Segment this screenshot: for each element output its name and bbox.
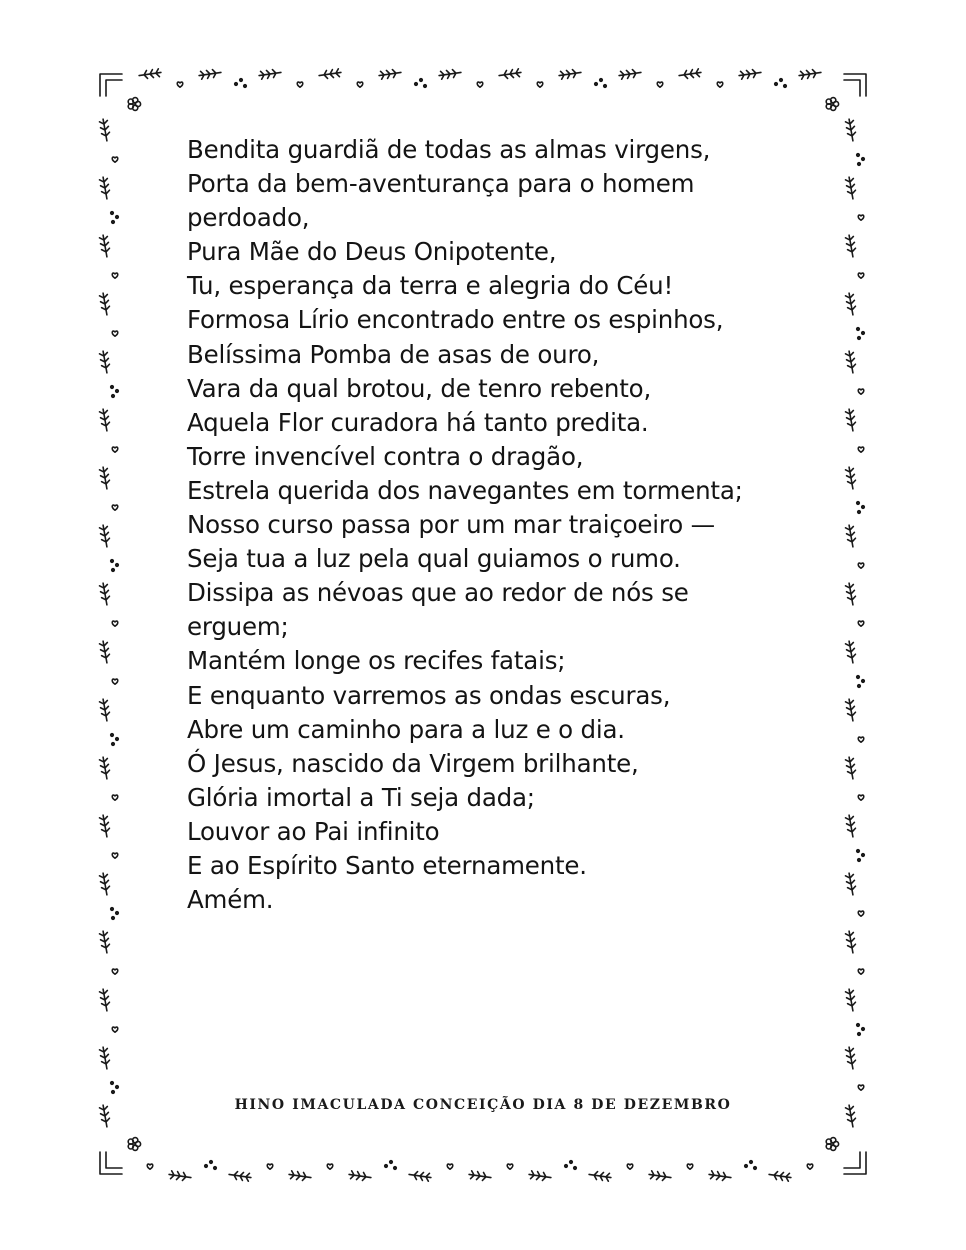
leaf-sprig-icon xyxy=(99,234,111,257)
dot-icon xyxy=(858,511,861,514)
dot-icon xyxy=(574,1167,577,1170)
dot-icon xyxy=(205,1165,208,1168)
hymn-line: Dissipa as névoas que ao redor de nós se erguem; xyxy=(187,578,689,642)
flower-icon xyxy=(826,98,838,111)
hymn-line: Mantém longe os recifes fatais; xyxy=(187,646,566,676)
dot-icon xyxy=(604,85,607,88)
heart-icon xyxy=(807,1164,813,1169)
heart-icon xyxy=(112,1027,118,1032)
flower-icon xyxy=(128,98,140,111)
leaf-sprig-icon xyxy=(845,582,857,605)
dot-icon xyxy=(111,560,114,563)
dot-icon xyxy=(111,908,114,911)
heart-icon xyxy=(447,1164,453,1169)
leaf-sprig-icon xyxy=(619,69,642,80)
hymn-line: Tu, esperança da terra e alegria do Céu! xyxy=(187,271,674,301)
dot-icon xyxy=(600,79,603,82)
leaf-sprig-icon xyxy=(349,1171,372,1182)
leaf-sprig-icon xyxy=(169,1171,192,1182)
leaf-sprig-icon xyxy=(845,872,857,895)
dot-icon xyxy=(112,1091,115,1094)
heart-icon xyxy=(858,969,864,974)
dot-icon xyxy=(862,854,865,857)
leaf-sprig-icon xyxy=(379,69,402,80)
dot-icon xyxy=(857,850,860,853)
dot-icon xyxy=(111,386,114,389)
leaf-sprig-icon xyxy=(845,1046,857,1069)
dot-icon xyxy=(858,337,861,340)
heart-icon xyxy=(537,82,543,87)
leaf-sprig-icon xyxy=(99,408,111,431)
leaf-sprig-icon xyxy=(709,1171,732,1182)
dot-icon xyxy=(420,79,423,82)
dot-icon xyxy=(858,163,861,166)
leaf-sprig-icon xyxy=(99,466,111,489)
hymn-text xyxy=(187,133,787,917)
heart-icon xyxy=(177,82,183,87)
leaf-sprig-icon xyxy=(845,292,857,315)
dot-icon xyxy=(111,734,114,737)
dot-icon xyxy=(240,79,243,82)
hymn-line: Formosa Lírio encontrado entre os espinhos, xyxy=(187,305,724,335)
dot-icon xyxy=(112,395,115,398)
leaf-sprig-icon xyxy=(845,988,857,1011)
leaf-sprig-icon xyxy=(769,1171,792,1182)
leaf-sprig-icon xyxy=(845,756,857,779)
dot-icon xyxy=(862,680,865,683)
leaf-sprig-icon xyxy=(99,756,111,779)
leaf-sprig-icon xyxy=(845,408,857,431)
heart-icon xyxy=(112,795,118,800)
leaf-sprig-icon xyxy=(845,466,857,489)
leaf-sprig-icon xyxy=(649,1171,672,1182)
dot-icon xyxy=(857,502,860,505)
heart-icon xyxy=(858,215,864,220)
dot-icon xyxy=(570,1161,573,1164)
leaf-sprig-icon xyxy=(259,69,282,80)
corner-bracket-icon xyxy=(844,1152,866,1174)
heart-icon xyxy=(627,1164,633,1169)
corner-bracket-icon xyxy=(100,1152,122,1174)
leaf-sprig-icon xyxy=(319,69,342,80)
heart-icon xyxy=(858,447,864,452)
dot-icon xyxy=(858,859,861,862)
hymn-line: Estrela querida dos navegantes em tormenta; xyxy=(187,475,743,505)
hymn-line: Aquela Flor curadora há tanto predita. xyxy=(187,407,649,437)
heart-icon xyxy=(858,621,864,626)
heart-icon xyxy=(112,853,118,858)
dot-icon xyxy=(415,83,418,86)
heart-icon xyxy=(858,273,864,278)
leaf-sprig-icon xyxy=(845,930,857,953)
dot-icon xyxy=(111,1082,114,1085)
hymn-line: Glória imortal a Ti seja dada; xyxy=(187,782,535,812)
dot-icon xyxy=(862,1028,865,1031)
leaf-sprig-icon xyxy=(499,69,522,80)
leaf-sprig-icon xyxy=(845,698,857,721)
dot-icon xyxy=(112,743,115,746)
heart-icon xyxy=(327,1164,333,1169)
dot-icon xyxy=(857,676,860,679)
dot-icon xyxy=(112,917,115,920)
leaf-sprig-icon xyxy=(289,1171,312,1182)
dot-icon xyxy=(784,85,787,88)
hymn-line: Louvor ao Pai infinito xyxy=(187,816,440,846)
hymn-line: Porta da bem-aventurança para o homem perdoado, xyxy=(187,169,695,233)
hymn-line: Torre invencível contra o dragão, xyxy=(187,441,584,471)
dot-icon xyxy=(775,83,778,86)
leaf-sprig-icon xyxy=(99,930,111,953)
heart-icon xyxy=(858,737,864,742)
leaf-sprig-icon xyxy=(99,118,111,141)
leaf-sprig-icon xyxy=(99,640,111,663)
heart-icon xyxy=(858,563,864,568)
dot-icon xyxy=(116,564,119,567)
leaf-sprig-icon xyxy=(799,69,822,80)
hymn-line: Abre um caminho para a luz e o dia. xyxy=(187,714,625,744)
dot-icon xyxy=(385,1165,388,1168)
hymn-title: HINO IMACULADA CONCEIÇÃO DIA 8 DE DEZEMBRO xyxy=(234,1097,732,1113)
leaf-sprig-icon xyxy=(99,1046,111,1069)
heart-icon xyxy=(112,505,118,510)
heart-icon xyxy=(357,82,363,87)
dot-icon xyxy=(111,212,114,215)
dot-icon xyxy=(424,85,427,88)
dot-icon xyxy=(112,569,115,572)
hymn-line: Seja tua a luz pela qual guiamos o rumo. xyxy=(187,544,681,574)
heart-icon xyxy=(112,157,118,162)
leaf-sprig-icon xyxy=(845,814,857,837)
dot-icon xyxy=(394,1167,397,1170)
dot-icon xyxy=(750,1161,753,1164)
leaf-sprig-icon xyxy=(99,292,111,315)
heart-icon xyxy=(717,82,723,87)
hymn-line: Belíssima Pomba de asas de ouro, xyxy=(187,339,600,369)
dot-icon xyxy=(862,332,865,335)
heart-icon xyxy=(858,911,864,916)
leaf-sprig-icon xyxy=(99,872,111,895)
heart-icon xyxy=(687,1164,693,1169)
heart-icon xyxy=(858,389,864,394)
heart-icon xyxy=(858,795,864,800)
heart-icon xyxy=(147,1164,153,1169)
hymn-line: Ó Jesus, nascido da Virgem brilhante, xyxy=(187,748,639,778)
heart-icon xyxy=(297,82,303,87)
leaf-sprig-icon xyxy=(589,1171,612,1182)
leaf-sprig-icon xyxy=(99,582,111,605)
leaf-sprig-icon xyxy=(845,350,857,373)
dot-icon xyxy=(235,83,238,86)
leaf-sprig-icon xyxy=(99,698,111,721)
dot-icon xyxy=(862,158,865,161)
dot-icon xyxy=(858,1033,861,1036)
hymn-line: Nosso curso passa por um mar traiçoeiro — xyxy=(187,510,715,540)
dot-icon xyxy=(116,912,119,915)
leaf-sprig-icon xyxy=(739,69,762,80)
leaf-sprig-icon xyxy=(199,69,222,80)
heart-icon xyxy=(112,331,118,336)
hymn-line: Vara da qual brotou, de tenro rebento, xyxy=(187,373,652,403)
leaf-sprig-icon xyxy=(409,1171,432,1182)
dot-icon xyxy=(857,154,860,157)
dot-icon xyxy=(244,85,247,88)
leaf-sprig-icon xyxy=(845,176,857,199)
leaf-sprig-icon xyxy=(99,524,111,547)
dot-icon xyxy=(858,685,861,688)
dot-icon xyxy=(116,390,119,393)
hymn-line: E ao Espírito Santo eternamente. xyxy=(187,850,587,880)
dot-icon xyxy=(112,221,115,224)
heart-icon xyxy=(267,1164,273,1169)
flower-icon xyxy=(128,1138,140,1151)
corner-bracket-icon xyxy=(100,74,122,96)
heart-icon xyxy=(858,1085,864,1090)
leaf-sprig-icon xyxy=(139,69,162,80)
leaf-sprig-icon xyxy=(529,1171,552,1182)
dot-icon xyxy=(210,1161,213,1164)
dot-icon xyxy=(780,79,783,82)
leaf-sprig-icon xyxy=(99,988,111,1011)
flower-icon xyxy=(826,1138,838,1151)
heart-icon xyxy=(112,621,118,626)
hymn-line: Bendita guardiã de todas as almas virgens, xyxy=(187,135,711,164)
dot-icon xyxy=(116,738,119,741)
heart-icon xyxy=(657,82,663,87)
dot-icon xyxy=(116,1086,119,1089)
dot-icon xyxy=(857,1024,860,1027)
leaf-sprig-icon xyxy=(229,1171,252,1182)
corner-bracket-icon xyxy=(844,74,866,96)
heart-icon xyxy=(112,679,118,684)
leaf-sprig-icon xyxy=(469,1171,492,1182)
dot-icon xyxy=(857,328,860,331)
leaf-sprig-icon xyxy=(845,524,857,547)
dot-icon xyxy=(116,216,119,219)
dot-icon xyxy=(390,1161,393,1164)
leaf-sprig-icon xyxy=(559,69,582,80)
heart-icon xyxy=(112,969,118,974)
leaf-sprig-icon xyxy=(99,814,111,837)
hymn-line: Amém. xyxy=(187,885,274,915)
heart-icon xyxy=(112,447,118,452)
dot-icon xyxy=(595,83,598,86)
heart-icon xyxy=(477,82,483,87)
dot-icon xyxy=(214,1167,217,1170)
dot-icon xyxy=(745,1165,748,1168)
leaf-sprig-icon xyxy=(845,118,857,141)
leaf-sprig-icon xyxy=(99,350,111,373)
heart-icon xyxy=(112,273,118,278)
dot-icon xyxy=(565,1165,568,1168)
leaf-sprig-icon xyxy=(679,69,702,80)
hymn-line: Pura Mãe do Deus Onipotente, xyxy=(187,237,557,267)
leaf-sprig-icon xyxy=(99,176,111,199)
leaf-sprig-icon xyxy=(439,69,462,80)
leaf-sprig-icon xyxy=(845,234,857,257)
hymn-line: E enquanto varremos as ondas escuras, xyxy=(187,680,671,710)
dot-icon xyxy=(754,1167,757,1170)
heart-icon xyxy=(507,1164,513,1169)
leaf-sprig-icon xyxy=(845,640,857,663)
dot-icon xyxy=(862,506,865,509)
